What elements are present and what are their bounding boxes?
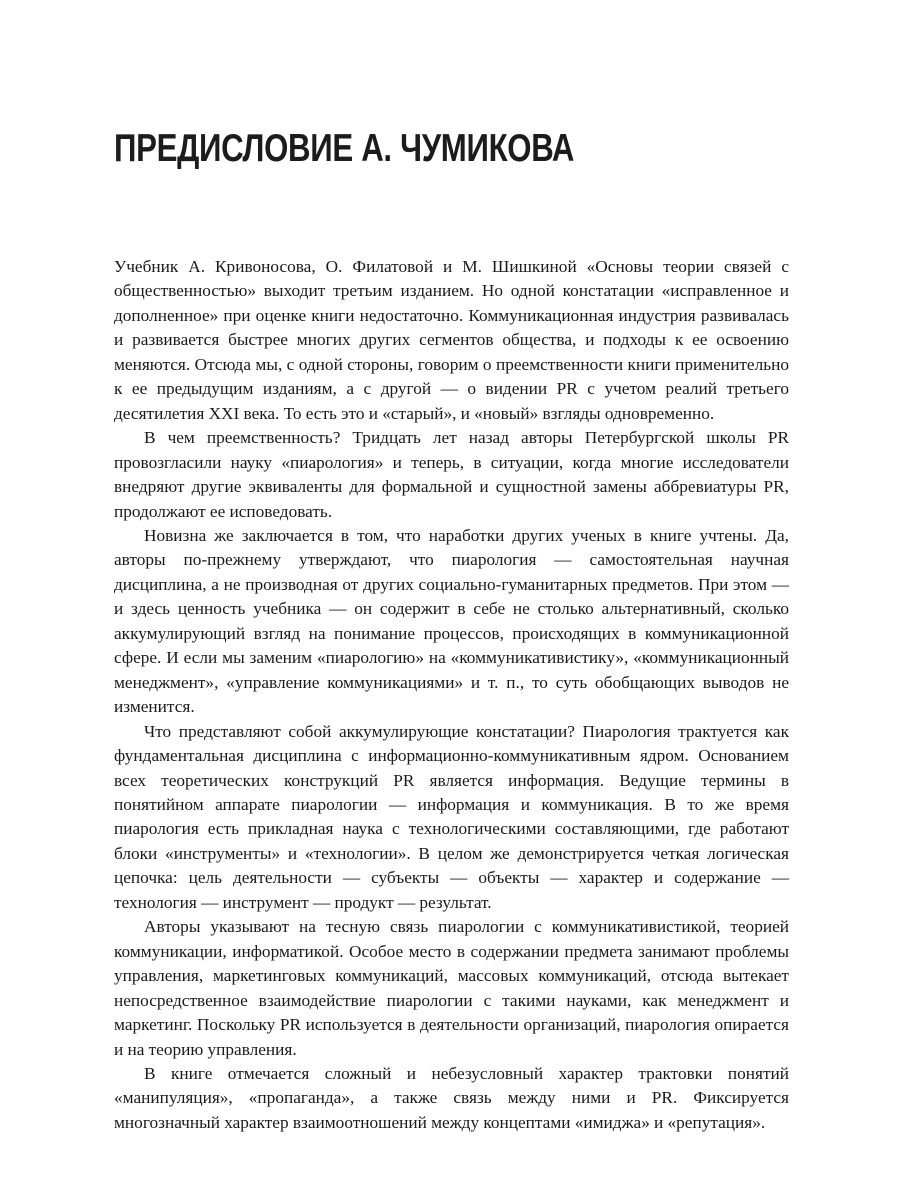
paragraph: Авторы указывают на тесную связь пиарологии с коммуникативистикой, теорией коммуникации, информатикой. Особое место в содержании предмета занимают проблемы управления, маркетинговых коммуникаций, массовых коммуникаций, отсюда вытекает непосредственное взаимодействие пиарологии с такими науками, как менеджмент и маркетинг. Поскольку PR используется в деятельности организаций, пиарология опирается и на теорию управления. <box>114 917 789 1059</box>
paragraph: В книге отмечается сложный и небезусловный характер трактовки понятий «манипуляция», «пропаганда», а также связь между ними и PR. Фиксируется многозначный характер взаимоотношений между концептами «имиджа» и «репутация». <box>114 1063 789 1132</box>
paragraph: Учебник А. Кривоносова, О. Филатовой и М. Шишкиной «Основы теории связей с общественностью» выходит третьим изданием. Но одной констатации «исправленное и дополненное» при оценке книги недостаточно. Коммуникационная индустрия развивалась и развивается быстрее многих других сегментов общества, и подходы к ее освоению меняются. Отсюда мы, с одной стороны, говорим о преемственности книги применительно к ее предыдущим изданиям, а с другой — о видении PR с учетом реалий третьего десятилетия XXI века. То есть это и «старый», и «новый» взгляды одновременно. <box>114 257 789 423</box>
paragraph: Что представляют собой аккумулирующие констатации? Пиарология трактуется как фундаментальная дисциплина с информационно-коммуникативным ядром. Основанием всех теоретических конструкций PR является информация. Ведущие термины в понятийном аппарате пиарологии — информация и коммуникация. В то же время пиарология есть прикладная наука с технологическими составляющими, где работают блоки «инструменты» и «технологии». В целом же демонстрируется четкая логическая цепочка: цель деятельности — субъекты — объекты — характер и содержание — технология — инструмент — продукт — результат. <box>114 721 789 912</box>
paragraph: Новизна же заключается в том, что наработки других ученых в книге учтены. Да, авторы по-прежнему утверждают, что пиарология — самостоятельная научная дисциплина, а не производная от других социально-гуманитарных предметов. При этом — и здесь ценность учебника — он содержит в себе не столько альтернативный, сколько аккумулирующий взгляд на понимание процессов, происходящих в коммуникационной сфере. И если мы заменим «пиарологию» на «коммуникативистику», «коммуникационный менеджмент», «управление коммуникациями» и т. п., то суть обобщающих выводов не изменится. <box>114 525 789 717</box>
body-text-block <box>114 255 789 1135</box>
paragraph: В чем преемственность? Тридцать лет назад авторы Петербургской школы PR провозгласили науку «пиарология» и теперь, в ситуации, когда многие исследователи внедряют другие эквиваленты для формальной и сущностной замены аббревиатуры PR, продолжают ее исповедовать. <box>114 428 789 521</box>
page-title: ПРЕДИСЛОВИЕ А. ЧУМИКОВА <box>114 127 575 170</box>
